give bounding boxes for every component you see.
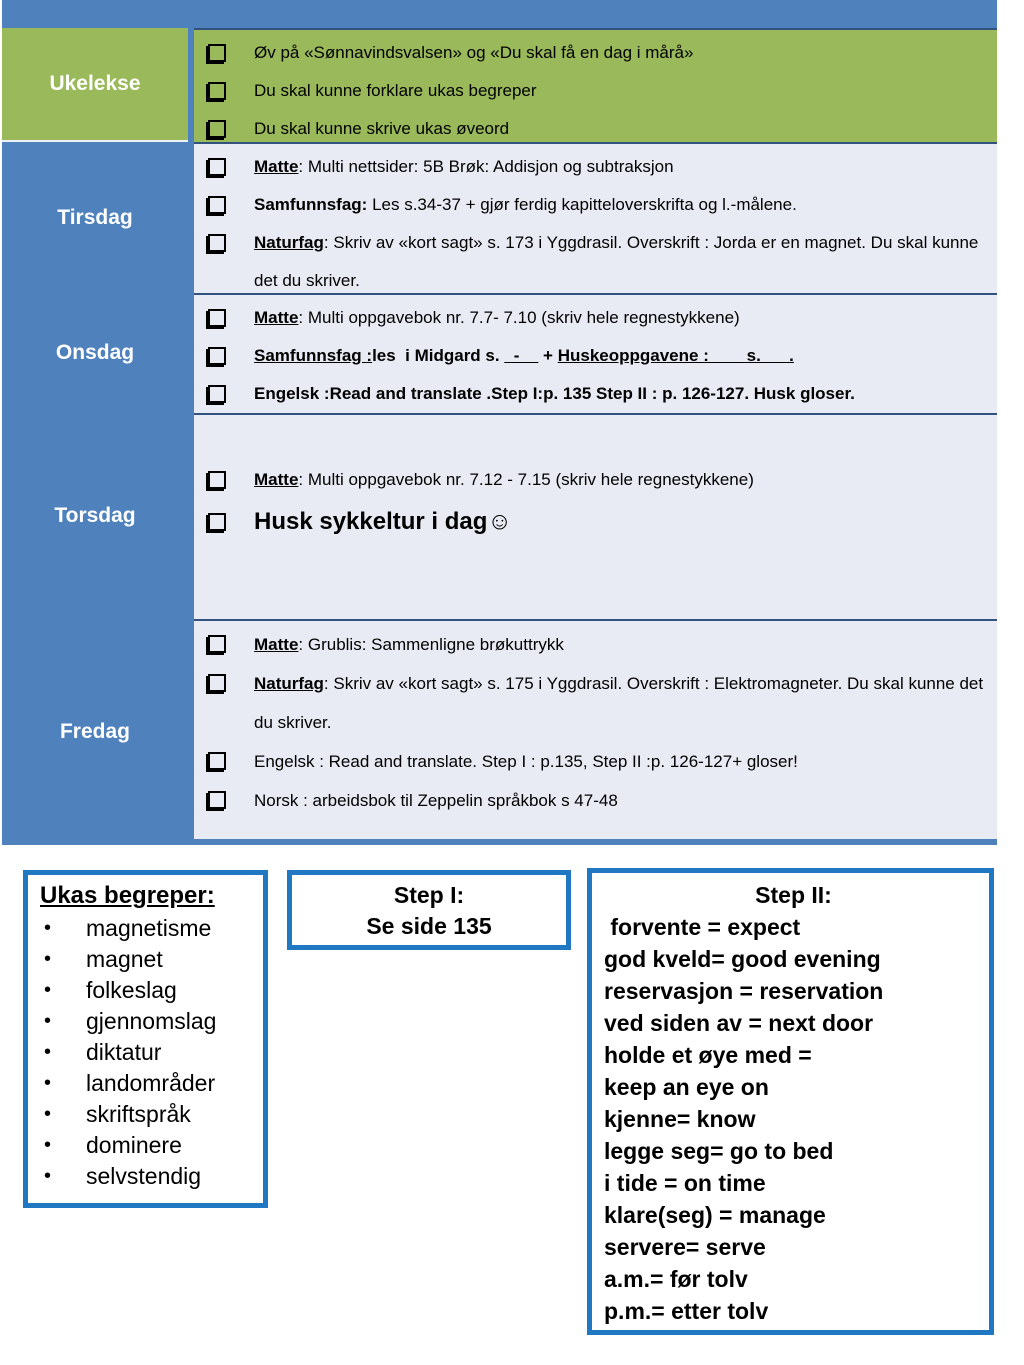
task-item <box>204 461 987 499</box>
checkbox-icon <box>208 347 226 365</box>
task-text: Matte: Multi nettsider: 5B Brøk: Addisjon og subtraksjon <box>254 157 674 176</box>
step2-title: Step II: <box>755 882 832 908</box>
vocab-item: • dominere <box>40 1130 255 1161</box>
bullet-icon: • <box>44 1072 52 1094</box>
step2-vocab-line: holde et øye med = <box>604 1042 812 1068</box>
task-text: Øv på «Sønnavindsvalsen» og «Du skal få en dag i mårå» <box>254 43 694 62</box>
task-text: Matte: Multi oppgavebok nr. 7.7- 7.10 (skriv hele regnestykkene) <box>254 308 740 327</box>
vocab-title: Ukas begreper: <box>40 882 215 909</box>
row-content <box>194 28 997 142</box>
weekplan-table <box>2 0 997 845</box>
task-item <box>204 299 987 337</box>
task-item <box>204 337 987 375</box>
bullet-icon: • <box>44 1010 52 1032</box>
checkbox-icon <box>208 471 226 489</box>
task-text: Matte: Grublis: Sammenligne brøkuttrykk <box>254 635 564 654</box>
vocab-item: • folkeslag <box>40 975 255 1006</box>
step2-vocab-line: ved siden av = next door <box>604 1010 874 1036</box>
vocab-item: • diktatur <box>40 1037 255 1068</box>
day-label: Onsdag <box>55 341 135 364</box>
task-text: Engelsk :Read and translate .Step I:p. 135 Step II : p. 126-127. Husk gloser. <box>254 384 855 403</box>
top-bar <box>2 0 997 28</box>
task-text: Naturfag: Skriv av «kort sagt» s. 175 i Yggdrasil. Overskrift : Elektromagneter. Du skal kunne det du skriver. <box>254 674 988 732</box>
checkbox-icon <box>208 44 226 62</box>
task-text: Matte: Multi oppgavebok nr. 7.12 - 7.15 (skriv hele regnestykkene) <box>254 470 754 489</box>
task-item <box>204 375 987 413</box>
checkbox-icon <box>208 791 226 809</box>
table-row-ukelekse <box>2 28 997 142</box>
step1-title: Step I: <box>393 882 465 908</box>
row-content <box>194 142 997 293</box>
day-label: Ukelekse <box>2 28 188 142</box>
step2-vocab-line: forvente = expect <box>604 914 801 940</box>
step2-vocab-line: kjenne= know <box>604 1106 756 1132</box>
bullet-icon: • <box>44 1165 52 1187</box>
task-item <box>204 72 987 110</box>
vocab-item: • selvstendig <box>40 1161 255 1192</box>
task-item <box>204 499 987 545</box>
day-label: Fredag <box>59 720 130 743</box>
checkbox-icon <box>208 196 226 214</box>
task-item <box>204 34 987 72</box>
day-label: Tirsdag <box>57 205 133 229</box>
bullet-icon: • <box>44 1134 52 1156</box>
step2-vocab-line: keep an eye on <box>604 1074 769 1100</box>
step2-vocab-line: legge seg= go to bed <box>604 1138 834 1164</box>
checkbox-icon <box>208 752 226 770</box>
bullet-icon: • <box>44 917 52 939</box>
task-item <box>204 625 987 664</box>
step2-vocab-line: servere= serve <box>604 1234 766 1260</box>
vocab-item: • magnetisme <box>40 913 255 944</box>
task-text: Samfunnsfag: Les s.34-37 + gjør ferdig kapitteloverskrifta og l.-målene. <box>254 195 797 214</box>
task-text: Husk sykkeltur i dag☺ <box>254 508 512 535</box>
bullet-icon: • <box>44 1103 52 1125</box>
step2-vocab-line: p.m.= etter tolv <box>604 1298 769 1324</box>
task-item <box>204 742 987 781</box>
task-text: Naturfag: Skriv av «kort sagt» s. 173 i Yggdrasil. Overskrift : Jorda er en magnet. Du skal kunne det du skriver. <box>254 233 984 290</box>
bullet-icon: • <box>44 948 52 970</box>
task-text: Du skal kunne skrive ukas øveord <box>254 119 510 138</box>
task-item <box>204 664 987 742</box>
task-item <box>204 781 987 820</box>
step1-box <box>287 870 571 950</box>
checkbox-icon <box>208 385 226 403</box>
step1-text: Se side 135 <box>366 913 492 939</box>
task-text: Samfunnsfag :les i Midgard s. - + Huskeoppgavene : s. . <box>254 346 794 365</box>
vocab-item: • landområder <box>40 1068 255 1099</box>
vocab-list <box>40 913 255 1192</box>
task-item <box>204 186 987 224</box>
checkbox-icon <box>208 674 226 692</box>
row-content <box>194 293 997 413</box>
bullet-icon: • <box>44 979 52 1001</box>
checkbox-icon <box>208 158 226 176</box>
row-content <box>194 413 997 619</box>
checkbox-icon <box>208 309 226 327</box>
bullet-icon: • <box>44 1041 52 1063</box>
vocab-item: • skriftspråk <box>40 1099 255 1130</box>
checkbox-icon <box>208 513 226 531</box>
checkbox-icon <box>208 635 226 653</box>
vocab-item: • magnet <box>40 944 255 975</box>
task-text: Du skal kunne forklare ukas begreper <box>254 81 537 100</box>
step2-vocab-line: klare(seg) = manage <box>604 1202 826 1228</box>
day-label: Torsdag <box>54 504 136 527</box>
checkbox-icon <box>208 234 226 252</box>
step2-vocab-line: i tide = on time <box>604 1170 766 1196</box>
task-text: Engelsk : Read and translate. Step I : p.135, Step II :p. 126-127+ gloser! <box>254 752 798 771</box>
step2-box <box>587 868 994 1335</box>
task-text: Norsk : arbeidsbok til Zeppelin språkbok s 47-48 <box>254 791 618 810</box>
step2-vocab-line: reservasjon = reservation <box>604 978 884 1004</box>
step2-vocab-line: god kveld= good evening <box>604 946 881 972</box>
table-row-fredag <box>2 619 997 845</box>
row-content <box>194 619 997 845</box>
task-item <box>204 224 987 300</box>
step2-vocab-line: a.m.= før tolv <box>604 1266 748 1292</box>
vocab-item: • gjennomslag <box>40 1006 255 1037</box>
checkbox-icon <box>208 82 226 100</box>
table-row-tirsdag <box>2 142 997 293</box>
task-item <box>204 148 987 186</box>
table-row-torsdag <box>2 413 997 619</box>
checkbox-icon <box>208 120 226 138</box>
table-row-onsdag <box>2 293 997 413</box>
vocab-box-ukas-begreper <box>23 870 268 1208</box>
